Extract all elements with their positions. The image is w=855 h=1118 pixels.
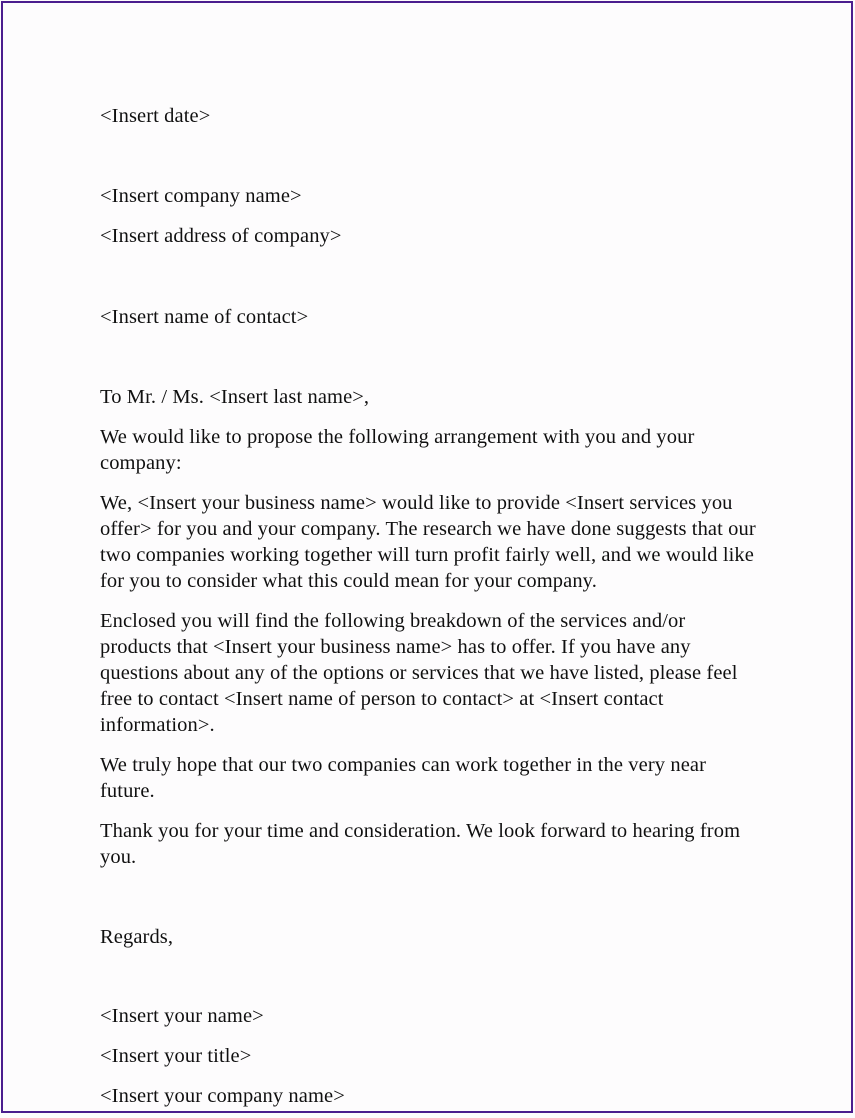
- body-paragraph-2[interactable]: We, <Insert your business name> would like to provide <Insert services you offer> for you and your company. The research we have done suggests that our two companies working together will turn profit fairly well, and we would like for you to consider what this could mean for your company.: [100, 492, 756, 592]
- salutation-line[interactable]: To Mr. / Ms. <Insert last name>,: [100, 386, 370, 408]
- closing-regards[interactable]: Regards,: [100, 926, 174, 948]
- company-name-placeholder[interactable]: <Insert company name>: [100, 185, 302, 207]
- body-paragraph-3[interactable]: Enclosed you will find the following breakdown of the services and/or products that <Insert your business name> has to offer. If you have any questions about any of the options or services that we have listed, please feel free to contact <Insert name of person to contact> at <Insert contact information>.: [100, 610, 738, 736]
- signature-company-placeholder[interactable]: <Insert your company name>: [100, 1085, 345, 1107]
- company-address-placeholder[interactable]: <Insert address of company>: [100, 225, 342, 247]
- date-placeholder[interactable]: <Insert date>: [100, 105, 211, 127]
- signature-name-placeholder[interactable]: <Insert your name>: [100, 1005, 264, 1027]
- contact-name-placeholder[interactable]: <Insert name of contact>: [100, 306, 309, 328]
- body-paragraph-4[interactable]: We truly hope that our two companies can work together in the very near future.: [100, 754, 707, 802]
- signature-title-placeholder[interactable]: <Insert your title>: [100, 1045, 252, 1067]
- letter-body: [100, 0, 756, 1109]
- body-paragraph-1[interactable]: We would like to propose the following arrangement with you and your company:: [100, 426, 695, 474]
- body-paragraph-5[interactable]: Thank you for your time and consideration. We look forward to hearing from you.: [100, 820, 741, 868]
